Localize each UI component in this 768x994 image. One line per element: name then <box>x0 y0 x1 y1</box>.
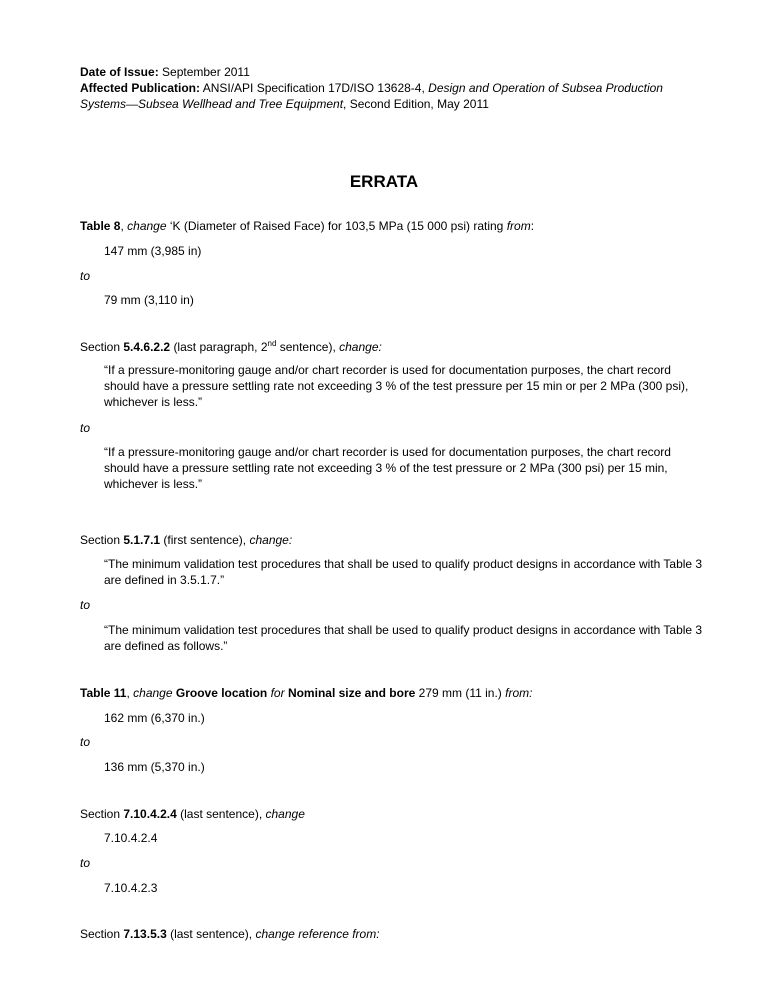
erratum-description: ‘K (Diameter of Raised Face) for 103,5 MPa (15 000 psi) rating <box>169 219 504 233</box>
erratum-ref: Table 11 <box>80 686 127 700</box>
erratum-table-11-from-value: 162 mm (6,370 in.) <box>104 711 205 725</box>
publication-edition: , Second Edition, May 2011 <box>343 97 489 111</box>
page-title: ERRATA <box>349 172 419 191</box>
to-label <box>80 855 90 871</box>
erratum-7-10-4-2-4-heading <box>80 806 305 822</box>
erratum-7-10-4-2-4-from-value: 7.10.4.2.4 <box>104 831 158 845</box>
from-word: from <box>506 219 531 233</box>
from-word: from: <box>505 686 533 700</box>
section-word: Section <box>80 340 121 354</box>
nominal-size: 279 mm (11 in.) <box>418 686 502 700</box>
date-value: September 2011 <box>162 65 250 79</box>
publication-text: ANSI/API Specification 17D/ISO 13628-4, <box>202 81 425 95</box>
change-word: change <box>127 219 167 233</box>
field-name-2: Nominal size and bore <box>287 686 416 700</box>
colon: : <box>530 219 535 233</box>
erratum-ref: 5.4.6.2.2 <box>123 340 171 354</box>
erratum-5-1-7-1-to-text: “The minimum validation test procedures that shall be used to qualify product designs in accordance with Table 3 are defined as follows.” <box>104 623 703 653</box>
for-word: for <box>270 686 285 700</box>
superscript: nd <box>267 339 277 348</box>
paren-text: (last sentence), <box>180 807 263 821</box>
erratum-5-1-7-1-heading <box>80 532 292 548</box>
erratum-ref: Table 8 <box>80 219 121 233</box>
change-word: change reference from: <box>255 927 380 941</box>
change-word: change <box>133 686 173 700</box>
paren-text-end: sentence), <box>276 340 336 354</box>
erratum-7-10-4-2-4-to-value: 7.10.4.2.3 <box>104 881 158 895</box>
erratum-7-13-5-3-heading <box>80 926 380 942</box>
to-label <box>80 597 90 613</box>
erratum-table-8-heading: Table 8, change ‘K (Diameter of Raised Face) for 103,5 MPa (15 000 psi) rating from: <box>80 219 535 233</box>
to-label <box>80 420 90 436</box>
to-word: to <box>80 421 91 435</box>
publication-label: Affected Publication: <box>80 81 201 95</box>
erratum-table-11-to-value: 136 mm (5,370 in.) <box>104 760 205 774</box>
to-word: to <box>80 856 91 870</box>
paren-text: (last sentence), <box>170 927 253 941</box>
change-word: change: <box>249 533 293 547</box>
change-word: change <box>265 807 305 821</box>
to-label <box>80 734 90 750</box>
publication-title-part-2: Systems—Subsea Wellhead and Tree Equipment <box>80 97 344 111</box>
section-word: Section <box>80 927 121 941</box>
paren-text: (first sentence), <box>163 533 247 547</box>
to-word: to <box>80 598 91 612</box>
publication-title-part-1: Design and Operation of Subsea Production <box>428 81 663 95</box>
date-of-issue-line <box>80 64 250 80</box>
erratum-table-8-from-value: 147 mm (3,985 in) <box>104 244 202 258</box>
erratum-ref: 5.1.7.1 <box>123 533 161 547</box>
affected-publication-line-2 <box>80 96 489 112</box>
affected-publication-line-1 <box>80 80 663 96</box>
erratum-table-11-heading: Table 11, change Groove location for Nominal size and bore 279 mm (11 in.) from: <box>80 686 533 700</box>
to-label <box>80 268 90 284</box>
field-name: Groove location <box>175 686 268 700</box>
section-word: Section <box>80 807 121 821</box>
erratum-5-1-7-1-from-text: “The minimum validation test procedures that shall be used to qualify product designs in accordance with Table 3 are defined in 3.5.1.7.” <box>104 557 703 587</box>
date-label: Date of Issue: <box>80 65 159 79</box>
change-word: change: <box>339 340 382 354</box>
erratum-5-4-6-2-2-heading <box>80 339 382 355</box>
erratum-ref: 7.13.5.3 <box>123 927 167 941</box>
erratum-ref: 7.10.4.2.4 <box>123 807 177 821</box>
paren-text: (last paragraph, 2 <box>173 340 268 354</box>
erratum-5-4-6-2-2-from-text: “If a pressure-monitoring gauge and/or chart recorder is used for documentation purposes, the chart record should have a pressure settling rate not exceeding 3 % of the test pressure per 15 min or per 2 MPa (300 psi), whichever is less.” <box>104 363 689 409</box>
erratum-table-8-to-value: 79 mm (3,110 in) <box>104 293 194 307</box>
erratum-5-4-6-2-2-to-text: “If a pressure-monitoring gauge and/or chart recorder is used for documentation purposes, the chart record should have a pressure settling rate not exceeding 3 % of the test pressure or 2 MPa (300 psi) per 15 min, whichever is less.” <box>104 445 671 491</box>
section-word: Section <box>80 533 121 547</box>
to-word: to <box>80 269 91 283</box>
to-word: to <box>80 735 91 749</box>
